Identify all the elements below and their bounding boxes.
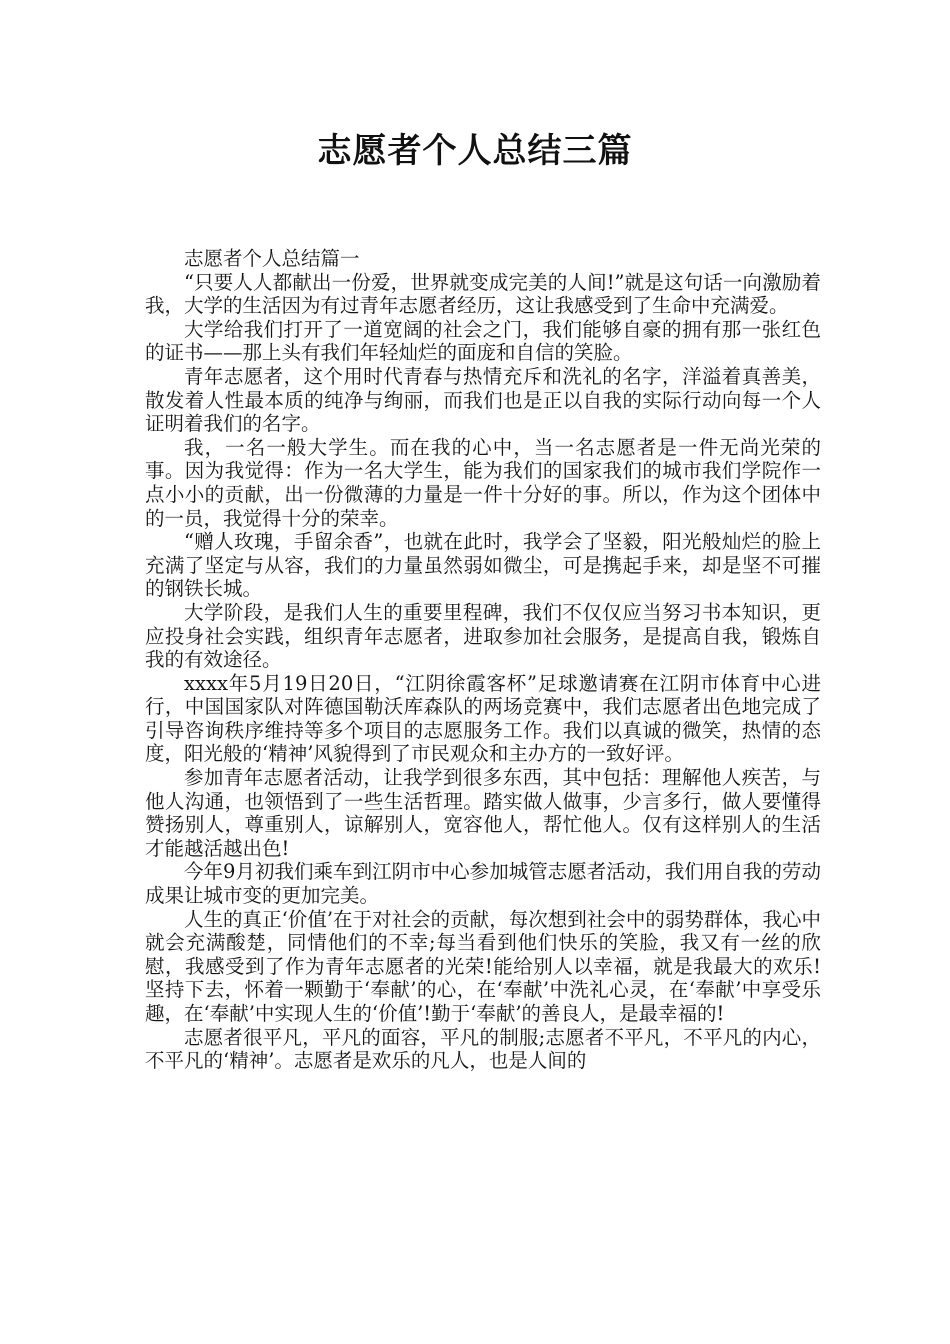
paragraph: 青年志愿者，这个用时代青春与热情充斥和洗礼的名字，洋溢着真善美，散发着人性最本质的纯净与绚丽，而我们也是正以自我的实际行动向每一个人证明着我们的名字。 (145, 364, 821, 436)
paragraph: 今年9月初我们乘车到江阴市中心参加城管志愿者活动，我们用自我的劳动成果让城市变的更加完美。 (145, 860, 821, 908)
paragraph: 参加青年志愿者活动，让我学到很多东西，其中包括：理解他人疾苦，与他人沟通，也领悟到了一些生活哲理。踏实做人做事，少言多行，做人要懂得赞扬别人，尊重别人，谅解别人，宽容他人，帮忙他人。仅有这样别人的生活才能越活越出色! (145, 766, 821, 860)
paragraph: 我，一名一般大学生。而在我的心中，当一名志愿者是一件无尚光荣的事。因为我觉得：作为一名大学生，能为我们的国家我们的城市我们学院作一点小小的贡献，出一份微薄的力量是一件十分好的事。所以，作为这个团体中的一员，我觉得十分的荣幸。 (145, 435, 821, 530)
paragraph: 志愿者很平凡，平凡的面容，平凡的制服;志愿者不平凡，不平凡的内心，不平凡的‘精神’。志愿者是欢乐的凡人，也是人间的 (145, 1025, 821, 1073)
paragraph: 人生的真正‘价值’在于对社会的贡献，每次想到社会中的弱势群体，我心中就会充满酸楚，同情他们的不幸;每当看到他们快乐的笑脸，我又有一丝的欣慰，我感受到了作为青年志愿者的光荣!能给别人以幸福，就是我最大的欢乐!坚持下去，怀着一颗勤于‘奉献’的心，在‘奉献’中洗礼心灵，在‘奉献’中享受乐趣，在‘奉献’中实现人生的‘价值’!勤于‘奉献’的善良人，是最幸福的! (145, 907, 821, 1025)
paragraph: xxxx年5月19日20日，“江阴徐霞客杯”足球邀请赛在江阴市体育中心进行，中国国家队对阵德国勒沃库森队的两场竞赛中，我们志愿者出色地完成了引导咨询秩序维持等多个项目的志愿服务工作。我们以真诚的微笑，热情的态度，阳光般的‘精神’风貌得到了市民观众和主办方的一致好评。 (145, 671, 821, 766)
document-title: 志愿者个人总结三篇 (317, 131, 633, 171)
paragraph: 大学给我们打开了一道宽阔的社会之门，我们能够自豪的拥有那一张红色的证书——那上头有我们年轻灿烂的面庞和自信的笑脸。 (145, 317, 821, 365)
section-heading: 志愿者个人总结篇一 (184, 247, 360, 270)
document-body (145, 247, 821, 1073)
paragraph: “只要人人都献出一份爱，世界就变成完美的人间!”就是这句话一向激励着我，大学的生活因为有过青年志愿者经历，这让我感受到了生命中充满爱。 (145, 270, 821, 318)
paragraph: 大学阶段，是我们人生的重要里程碑，我们不仅仅应当努习书本知识，更应投身社会实践，组织青年志愿者，进取参加社会服务，是提高自我，锻炼自我的有效途径。 (145, 600, 821, 672)
paragraph: “赠人玫瑰，手留余香”，也就在此时，我学会了坚毅，阳光般灿烂的脸上充满了坚定与从容，我们的力量虽然弱如微尘，可是携起手来，却是坚不可摧的钢铁长城。 (145, 530, 821, 601)
